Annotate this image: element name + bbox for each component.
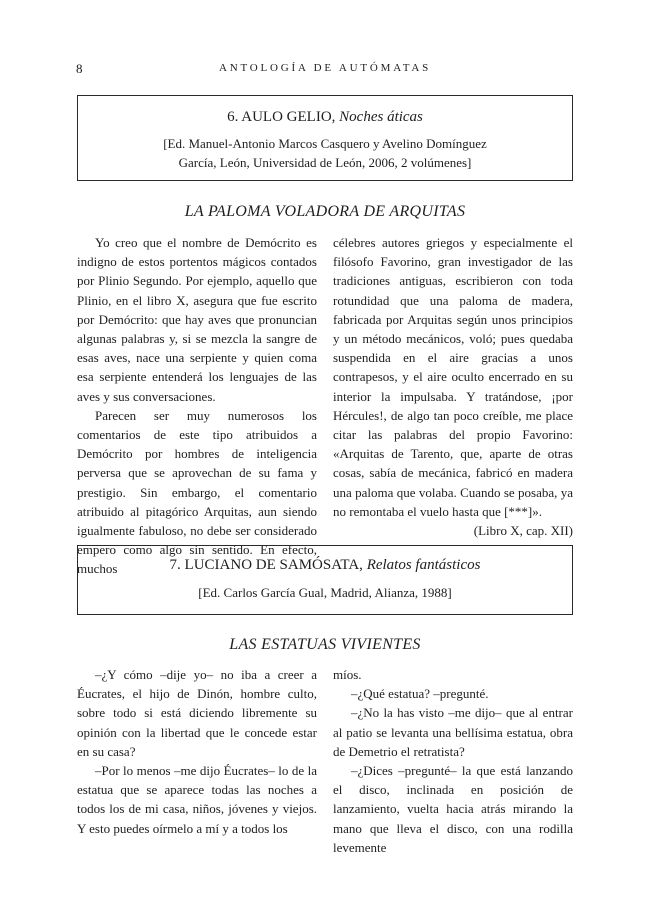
source-heading: [78, 557, 572, 574]
text-column-left: [77, 665, 317, 838]
author-name: 6. AULO GELIO,: [227, 109, 340, 125]
paragraph: –¿Qué estatua? –pregunté.: [351, 686, 489, 702]
text-column-left: [77, 233, 317, 579]
text-column-right: [333, 233, 573, 540]
work-title: Noches áticas: [339, 109, 423, 125]
author-name: 7. LUCIANO DE SAMÓSATA,: [169, 557, 367, 573]
paragraph: Parecen ser muy numerosos los comentarios de este tipo atribuidos a Demócrito por hombres de inteligencia perversa que se aprovechan de su fama y prestigio. Sin embargo, el comentario atribuido al pitagórico Arquitas, aun siendo igualmente fabuloso, no debe ser considerado empero como algo sin sentido. En efecto, muchos: [77, 407, 317, 577]
edition-reference-line: García, León, Universidad de León, 2006, 2 volúmenes]: [178, 155, 472, 170]
source-heading: [78, 109, 572, 126]
paragraph: –¿No la has visto –me dijo– que al entrar al patio se levanta una bellísima estatua, obra de Demetrio el retratista?: [333, 705, 573, 759]
work-title: Relatos fantásticos: [366, 557, 481, 573]
excerpt-title: LAS ESTATUAS VIVIENTES: [229, 636, 421, 653]
excerpt-title: LA PALOMA VOLADORA DE ARQUITAS: [184, 203, 466, 220]
paragraph: Yo creo que el nombre de Demócrito es indigno de estos portentos mágicos contados por Plinio Segundo. Por ejemplo, aquello que Plinio, en el libro X, asegura que fue escrito por Demócrito: que hay aves que pronuncian algunas palabras y, si se mezcla la sangre de esas aves, nace una serpiente y quien coma esa serpiente entenderá los lenguajes de las aves y sus conversaciones.: [77, 235, 317, 404]
page-number: 8: [76, 61, 83, 76]
source-citation: (Libro X, cap. XII): [473, 523, 573, 539]
edition-reference: [Ed. Carlos García Gual, Madrid, Alianza, 1988]: [198, 585, 452, 600]
paragraph: célebres autores griegos y especialmente el filósofo Favorino, gran investigador de las tradiciones antiguas, escribieron con toda rotundidad que una paloma de madera, fabricada por Arquitas según unos principios y un método mecánicos, voló; pues quedaba suspendida en el aire gracias a unos contrapesos, y el aire oculto encerrado en su interior la impulsaba. Y tratándose, ¡por Hércules!, de algo tan poco creíble, me place citar las palabras del propio Favorino: «Arquitas de Tarento, que, aparte de otras cosas, sabía de mecánica, fabricó en madera una paloma que volaba. Cuando se posaba, ya no remontaba el vuelo hasta que [***]».: [333, 235, 573, 519]
paragraph: –Por lo menos –me dijo Éucrates– lo de la estatua que se aparece todas las noches a todos los de mi casa, niños, jóvenes y viejos. Y esto puedes oírmelo a mí y a todos los: [77, 763, 317, 836]
paragraph: –¿Dices –pregunté– la que está lanzando el disco, inclinada en posición de lanzamiento, vuelta hacia atrás mirando la mano que lleva el disco, con una rodilla levemente: [333, 763, 573, 855]
paragraph: míos.: [333, 667, 362, 682]
source-box-aulo-gelio: [77, 95, 573, 181]
paragraph: –¿Y cómo –dije yo– no iba a creer a Éucrates, el hijo de Dinón, hombre culto, sobre todo si está diciendo libremente su opinión con la libertad que le concede estar en su casa?: [77, 667, 317, 759]
running-head: ANTOLOGÍA DE AUTÓMATAS: [218, 62, 432, 74]
edition-reference-line: [Ed. Manuel-Antonio Marcos Casquero y Avelino Domínguez: [163, 136, 487, 151]
text-column-right: [333, 665, 573, 857]
source-box-luciano: [77, 545, 573, 615]
edition-reference: [78, 134, 572, 172]
